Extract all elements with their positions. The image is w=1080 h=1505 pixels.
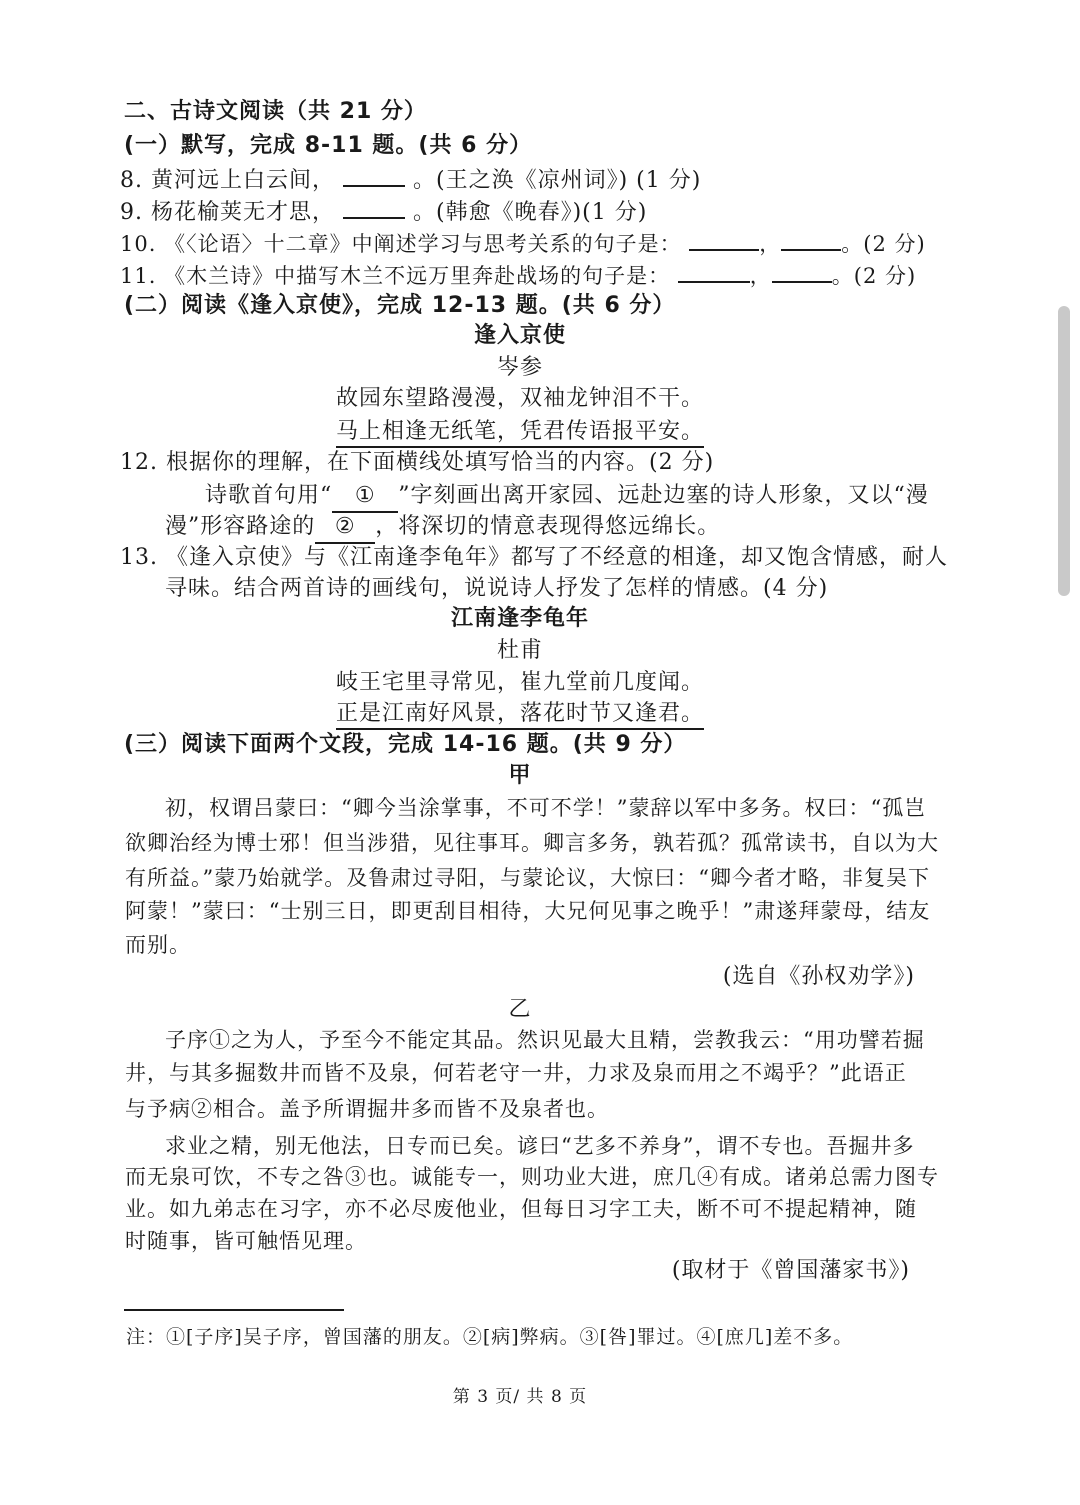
q12-blank-1[interactable]: ① bbox=[332, 481, 398, 513]
q12-blank-2[interactable]: ② bbox=[315, 512, 375, 544]
yi-p2-line-1: 求业之精，别无他法，日专而已矣。谚曰“艺多不养身”，谓不专也。吾掘井多 bbox=[165, 1134, 915, 1158]
q11-tail: 。(2 分) bbox=[831, 264, 917, 288]
poem2-author: 杜甫 bbox=[496, 638, 543, 663]
page-footer: 第 3 页/ 共 8 页 bbox=[452, 1387, 588, 1407]
poem2-title: 江南逢李龟年 bbox=[450, 606, 589, 631]
q10-answer-blank-1[interactable] bbox=[689, 227, 759, 251]
yi-p1-line-3: 与予病②相合。盖予所谓掘井多而皆不及泉者也。 bbox=[125, 1097, 609, 1121]
q10-number: 10. bbox=[120, 232, 157, 256]
poem1-underlined-line: 马上相逢无纸笔，凭君传语报平安。 bbox=[336, 419, 704, 448]
jia-source: (选自《孙权劝学》) bbox=[722, 964, 915, 989]
q10-tail: 。(2 分) bbox=[841, 232, 926, 256]
passage-yi-label: 乙 bbox=[508, 997, 532, 1022]
question-9 bbox=[120, 195, 647, 228]
poem1-author: 岑参 bbox=[496, 355, 543, 380]
q10-text: 《〈论语〉十二章》中阐述学习与思考关系的句子是： bbox=[164, 232, 682, 256]
q11-number: 11. bbox=[120, 264, 157, 288]
jia-line-1: 初，权谓吕蒙曰：“卿今当涂掌事，不可不学！”蒙辞以军中多务。权曰：“孤岂 bbox=[165, 796, 927, 820]
q11-answer-blank-2[interactable] bbox=[772, 259, 832, 283]
poem2-line-2 bbox=[0, 699, 1040, 729]
q8-number: 8. bbox=[120, 168, 143, 193]
q12-body-line-2 bbox=[165, 512, 720, 544]
q13-text-1: 《逢入京使》与《江南逢李龟年》都写了不经意的相逢，却又饱含情感，耐人 bbox=[166, 545, 949, 570]
q12-body-c: 漫”形容路途的 bbox=[165, 514, 316, 539]
question-10 bbox=[120, 227, 926, 259]
q11-separator: ， bbox=[749, 264, 772, 288]
question-12 bbox=[120, 448, 714, 478]
q12-text: 根据你的理解，在下面横线处填写恰当的内容。(2 分) bbox=[166, 450, 715, 475]
part3-heading: (三）阅读下面两个文段，完成 14-16 题。(共 9 分） bbox=[124, 732, 687, 757]
question-11 bbox=[120, 259, 916, 291]
question-13 bbox=[120, 543, 948, 573]
poem1-title: 逢入京使 bbox=[473, 323, 566, 348]
q12-number: 12. bbox=[120, 450, 158, 475]
yi-p2-line-4: 时随事，皆可触悟见理。 bbox=[125, 1229, 367, 1253]
poem2-underlined-line: 正是江南好风景，落花时节又逢君。 bbox=[336, 701, 704, 730]
q8-tail: 。(王之涣《凉州词》) (1 分) bbox=[413, 168, 702, 193]
q8-text: 黄河远上白云间， bbox=[151, 168, 336, 193]
yi-source: (取材于《曾国藩家书》) bbox=[671, 1258, 910, 1283]
jia-line-4: 阿蒙！”蒙曰：“士别三日，即更刮目相待，大兄何见事之晚乎！”肃遂拜蒙母，结友 bbox=[125, 899, 931, 923]
q13-text-2: 寻味。结合两首诗的画线句，说说诗人抒发了怎样的情感。(4 分) bbox=[165, 576, 829, 601]
q12-body-a: 诗歌首句用“ bbox=[205, 483, 333, 508]
q9-number: 9. bbox=[120, 200, 143, 225]
footnotes: 注：①[子序]吴子序，曾国藩的朋友。②[病]弊病。③[咎]罪过。④[庶几]差不多。 bbox=[126, 1326, 854, 1348]
q12-body-b: ”字刻画出离开家园、远赴边塞的诗人形象，又以“漫 bbox=[398, 483, 929, 508]
q9-text: 杨花榆荚无才思， bbox=[151, 200, 336, 225]
part1-heading: (一）默写，完成 8-11 题。(共 6 分） bbox=[124, 133, 533, 158]
footnote-divider bbox=[124, 1309, 344, 1311]
yi-p1-line-2: 井，与其多掘数井而皆不及泉，何若老守一井，力求及泉而用之不竭乎？”此语正 bbox=[125, 1061, 907, 1085]
section-title: 二、古诗文阅读（共 21 分） bbox=[124, 99, 427, 124]
q11-answer-blank-1[interactable] bbox=[678, 259, 750, 283]
q10-answer-blank-2[interactable] bbox=[781, 227, 841, 251]
q12-body-d: ，将深切的情意表现得悠远绵长。 bbox=[375, 514, 721, 539]
poem1-line-1: 故园东望路漫漫，双袖龙钟泪不干。 bbox=[335, 386, 704, 411]
poem1-line-2 bbox=[0, 417, 1040, 447]
yi-p1-line-1: 子序①之为人，予至今不能定其品。然识见最大且精，尝教我云：“用功譬若掘 bbox=[165, 1028, 925, 1052]
q11-text: 《木兰诗》中描写木兰不远万里奔赴战场的句子是： bbox=[164, 264, 671, 288]
question-8 bbox=[120, 163, 701, 196]
jia-line-5: 而别。 bbox=[125, 933, 191, 957]
passage-jia-label: 甲 bbox=[508, 763, 532, 788]
q10-separator: ， bbox=[759, 232, 782, 256]
vertical-scrollbar[interactable] bbox=[1058, 306, 1070, 596]
yi-p2-line-2: 而无泉可饮，不专之咎③也。诚能专一，则功业大进，庶几④有成。诸弟总需力图专 bbox=[125, 1165, 939, 1189]
jia-line-2: 欲卿治经为博士邪！但当涉猎，见往事耳。卿言多务，孰若孤？孤常读书，自以为大 bbox=[125, 831, 939, 855]
q8-answer-blank[interactable] bbox=[343, 163, 405, 187]
poem2-line-1: 岐王宅里寻常见，崔九堂前几度闻。 bbox=[335, 670, 704, 695]
q13-number: 13. bbox=[120, 545, 158, 570]
part2-heading: (二）阅读《逢入京使》，完成 12-13 题。(共 6 分） bbox=[124, 293, 676, 318]
jia-line-3: 有所益。”蒙乃始就学。及鲁肃过寻阳，与蒙论议，大惊曰：“卿今者才略，非复吴下 bbox=[125, 866, 930, 890]
yi-p2-line-3: 业。如九弟志在习字，亦不必尽废他业，但每日习字工夫，断不可不提起精神，随 bbox=[125, 1197, 917, 1221]
q12-body-line-1 bbox=[205, 481, 929, 513]
q9-answer-blank[interactable] bbox=[343, 195, 405, 219]
q9-tail: 。(韩愈《晚春》)(1 分) bbox=[413, 200, 648, 225]
